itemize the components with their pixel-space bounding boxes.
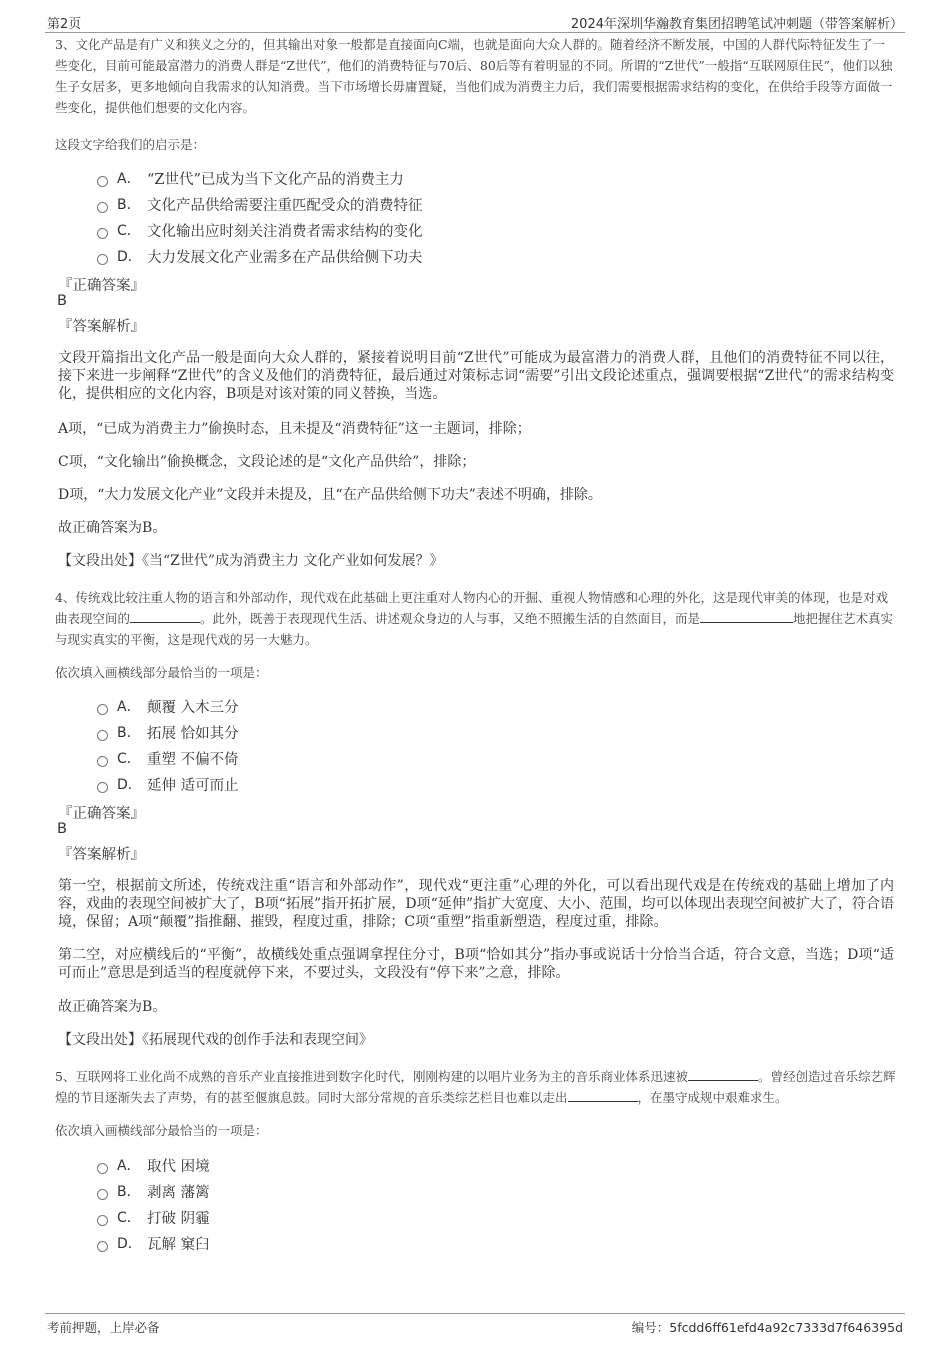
question-4-conclusion: 故正确答案为B。: [58, 999, 167, 1015]
radio-icon[interactable]: [97, 228, 108, 239]
question-3-answer-label: 『正确答案』: [58, 278, 145, 294]
page-header: [45, 10, 905, 33]
option-letter: A．: [117, 699, 141, 715]
question-3-option-c[interactable]: [97, 218, 423, 242]
option-letter: B．: [117, 197, 141, 213]
question-4-option-a[interactable]: [97, 694, 239, 718]
question-4-prompt: 依次填入画横线部分最恰当的一项是：: [55, 665, 268, 680]
option-letter: D．: [117, 249, 142, 265]
question-4-option-d[interactable]: [97, 772, 239, 796]
question-3-option-d[interactable]: [97, 244, 423, 268]
radio-icon[interactable]: [97, 1189, 108, 1200]
question-4-analysis-paragraph: 第一空，根据前文所述，传统戏注重“语言和外部动作”，现代戏“更注重”心理的外化，可以看出现代戏是在传统戏的基础上增加了内容，戏曲的表现空间被扩大了，B项“拓展”指开拓扩展，D项“延伸”指扩大宽度、大小、范围，均可以体现出表现空间被扩大了，符合语境，保留；A项“颠覆”指推翻、摧毁，程度过重，排除；C项“重塑”指重新塑造，程度过重，排除。: [58, 878, 894, 930]
option-text: “Z世代”已成为当下文化产品的消费主力: [147, 171, 404, 188]
option-text: 重塑 不偏不倚: [147, 751, 239, 768]
question-4-analysis-label: 『答案解析』: [58, 847, 145, 863]
question-3-answer: B: [57, 293, 67, 309]
option-text: 延伸 适可而止: [147, 777, 239, 794]
option-text: 瓦解 窠臼: [147, 1236, 210, 1253]
radio-icon[interactable]: [97, 1163, 108, 1174]
option-text: 剥离 藩篱: [147, 1184, 210, 1201]
option-letter: C．: [117, 223, 141, 239]
question-3-analysis-label: 『答案解析』: [58, 319, 145, 335]
option-text: 取代 困境: [147, 1158, 210, 1175]
page-number: 第2页: [47, 17, 82, 32]
question-5-prompt: 依次填入画横线部分最恰当的一项是：: [55, 1123, 268, 1138]
radio-icon[interactable]: [97, 756, 108, 767]
page-footer: [45, 1313, 905, 1338]
question-4-answer: B: [57, 821, 67, 837]
option-letter: B．: [117, 1184, 141, 1200]
option-letter: C．: [117, 1210, 141, 1226]
question-4-text: 4、传统戏比较注重人物的语言和外部动作，现代戏在此基础上更注重对人物内心的开掘、重视人物情感和心理的外化，这是现代审美的体现，也是对戏曲表现空间的 。此外，既善于表现现代生活、讲述观众身边的人与事，又绝不照搬生活的自然面目，而是 地把握住艺术真实与现实真实的平衡，这是现代戏的另一大魅力。: [55, 590, 894, 647]
question-5-text: 5、互联网将工业化尚不成熟的音乐产业直接推进到数字化时代，刚刚构建的以唱片业务为主的音乐商业体系迅速被 。曾经创造过音乐综艺辉煌的节目逐渐失去了声势，有的甚至偃旗息鼓。同时大部分常规的音乐类综艺栏目也难以走出 ，在墨守成规中艰难求生。: [55, 1069, 896, 1105]
option-letter: B．: [117, 725, 141, 741]
question-5-option-d[interactable]: [97, 1231, 210, 1255]
radio-icon[interactable]: [97, 782, 108, 793]
option-text: 颠覆 入木三分: [147, 699, 239, 716]
fill-blank: [700, 610, 793, 623]
question-4-analysis-paragraph: 第二空，对应横线后的“平衡”，故横线处重点强调拿捏住分寸，B项“恰如其分”指办事或说话十分恰当合适，符合文意，当选；D项“适可而止”意思是到适当的程度就停下来，不要过头，文段没有“停下来”之意，排除。: [58, 947, 894, 981]
question-4-source: 【文段出处】《拓展现代戏的创作手法和表现空间》: [58, 1032, 373, 1048]
radio-icon[interactable]: [97, 1241, 108, 1252]
option-letter: D．: [117, 1236, 142, 1252]
question-3-option-b[interactable]: [97, 192, 423, 216]
option-text: 文化输出应时刻关注消费者需求结构的变化: [147, 223, 423, 240]
option-letter: A．: [117, 171, 141, 187]
option-text: 打破 阴霾: [147, 1210, 210, 1227]
question-4-option-c[interactable]: [97, 746, 239, 770]
document-title: 2024年深圳华瀚教育集团招聘笔试冲刺题（带答案解析）: [570, 17, 903, 32]
question-3-source: 【文段出处】《当“Z世代”成为消费主力 文化产业如何发展？》: [58, 553, 444, 569]
option-text: 文化产品供给需要注重匹配受众的消费特征: [147, 197, 423, 214]
fill-blank: [688, 1068, 758, 1081]
option-letter: C．: [117, 751, 141, 767]
question-3-analysis-paragraph: D项，“大力发展文化产业”文段并未提及，且“在产品供给侧下功夫”表述不明确，排除。: [58, 487, 602, 503]
fill-blank: [130, 610, 200, 623]
question-3-analysis-paragraph: A项，“已成为消费主力”偷换时态，且未提及“消费特征”这一主题词，排除；: [58, 421, 531, 437]
radio-icon[interactable]: [97, 704, 108, 715]
question-5-option-c[interactable]: [97, 1205, 210, 1229]
question-5-option-a[interactable]: [97, 1153, 210, 1177]
question-3-prompt: 这段文字给我们的启示是：: [55, 137, 206, 152]
footer-slogan: 考前押题，上岸必备: [47, 1320, 160, 1335]
fill-blank: [568, 1089, 638, 1102]
question-3-option-a[interactable]: [97, 166, 404, 190]
option-letter: D．: [117, 777, 142, 793]
option-text: 大力发展文化产业需多在产品供给侧下功夫: [147, 249, 423, 266]
question-5-option-b[interactable]: [97, 1179, 210, 1203]
document-code: 编号：5fcdd6ff61efd4a92c7333d7f646395d: [631, 1320, 903, 1335]
radio-icon[interactable]: [97, 1215, 108, 1226]
radio-icon[interactable]: [97, 202, 108, 213]
question-4-answer-label: 『正确答案』: [58, 806, 145, 822]
question-3-conclusion: 故正确答案为B。: [58, 520, 167, 536]
radio-icon[interactable]: [97, 730, 108, 741]
radio-icon[interactable]: [97, 176, 108, 187]
option-letter: A．: [117, 1158, 141, 1174]
option-text: 拓展 恰如其分: [147, 725, 239, 742]
radio-icon[interactable]: [97, 254, 108, 265]
question-4-option-b[interactable]: [97, 720, 239, 744]
question-3-text: 3、文化产品是有广义和狭义之分的，但其输出对象一般都是直接面向C端，也就是面向大众人群的。随着经济不断发展，中国的人群代际特征发生了一些变化，目前可能最富潜力的消费人群是“Z世代”，他们的消费特征与70后、80后等有着明显的不同。所谓的“Z世代”一般指“互联网原住民”，他们以独生子女居多，更多地倾向自我需求的认知消费。当下市场增长毋庸置疑，当他们成为消费主力后，我们需要根据需求结构的变化，在供给手段等方面做一些变化，提供他们想要的文化内容。: [55, 37, 893, 115]
question-3-analysis-paragraph: 文段开篇指出文化产品一般是面向大众人群的，紧接着说明目前“Z世代”可能成为最富潜力的消费人群，且他们的消费特征不同以往，接下来进一步阐释“Z世代”的含义及他们的消费特征，最后通过对策标志词“需要”引出文段论述重点，强调要根据“Z世代”的需求结构变化，提供相应的文化内容，B项是对该对策的同义替换，当选。: [58, 350, 894, 402]
question-3-analysis-paragraph: C项，“文化输出”偷换概念，文段论述的是“文化产品供给”，排除；: [58, 454, 476, 470]
